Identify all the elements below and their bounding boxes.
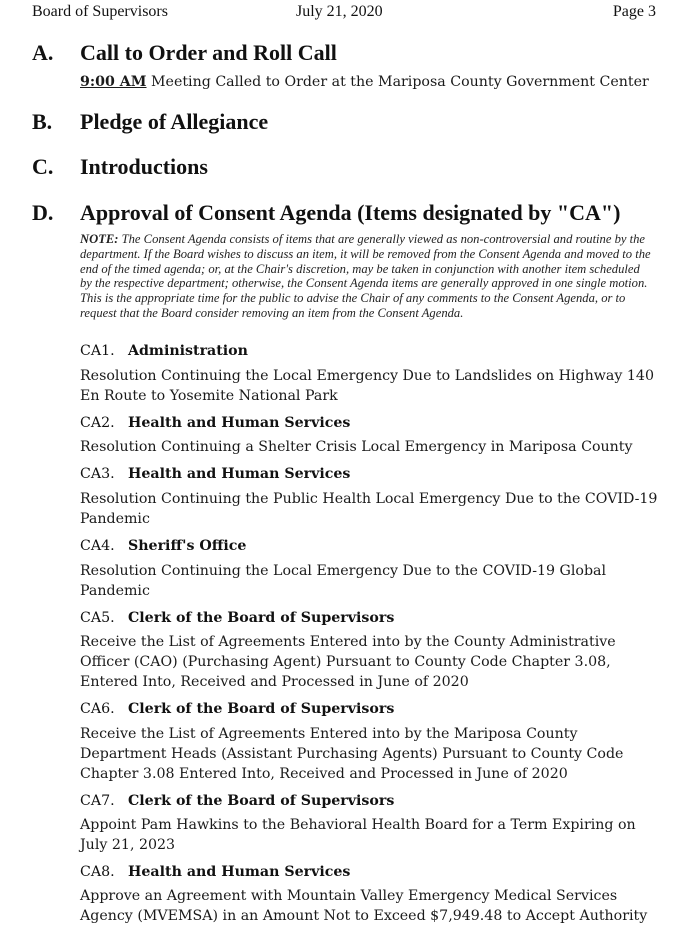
item-code: CA8. [80,864,115,880]
header-page-number: Page 3 [612,3,656,20]
section-letter: C. [32,154,54,179]
note-label: NOTE: [80,232,119,246]
item-department: Administration [128,343,248,359]
agenda-item-ca7-description [80,815,665,855]
agenda-item-ca3-header [80,465,660,483]
item-department: Health and Human Services [128,864,351,880]
item-code: CA1. [80,343,115,359]
section-letter: B. [32,109,53,134]
item-code: CA4. [80,538,115,554]
description-line: Receive the List of Agreements Entered into by the Mariposa County [80,726,578,742]
item-code: CA2. [80,415,115,431]
agenda-item-ca4-description [80,561,665,601]
item-department: Clerk of the Board of Supervisors [128,793,395,809]
section-title: Approval of Consent Agenda (Items designated by "CA") [80,200,621,225]
header-board-name: Board of Supervisors [32,3,168,20]
description-line: En Route to Yosemite National Park [80,388,338,404]
section-title: Call to Order and Roll Call [80,40,337,65]
agenda-item-ca1-header [80,342,660,360]
agenda-item-ca8-description [80,886,665,926]
agenda-item-ca6-description [80,724,665,784]
description-line: Resolution Continuing the Local Emergency Due to the COVID-19 Global [80,563,607,579]
item-code: CA5. [80,610,115,626]
description-line: Pandemic [80,511,150,527]
section-letter: D. [32,200,54,225]
agenda-item-ca7-header [80,792,660,810]
description-line: Resolution Continuing a Shelter Crisis Local Emergency in Mariposa County [80,439,633,455]
item-department: Clerk of the Board of Supervisors [128,701,395,717]
section-title: Pledge of Allegiance [80,109,269,134]
agenda-item-ca5-description [80,632,665,692]
description-line: Approve an Agreement with Mountain Valley Emergency Medical Services [80,888,618,904]
note-text: The Consent Agenda consists of items that are generally viewed as non-controversial and routine by the department. If the Board wishes to discuss an item, it will be removed from the Consent Agenda and moved to the end of the timed agenda; or, at the Chair's discretion, may be taken in conjunction with another item scheduled by the respective department; otherwise, the Consent Agenda items are generally approved in one single motion. This is the appropriate time for the public to advise the Chair of any comments to the Consent Agenda, or to request that the Board consider removing an item from the Consent Agenda. [80,232,651,320]
agenda-item-ca1-description [80,366,665,406]
call-to-order-text: Meeting Called to Order at the Mariposa County Government Center [146,74,649,90]
agenda-item-ca2-description [80,437,665,457]
agenda-item-ca2-header [80,414,660,432]
description-line: Chapter 3.08 Entered Into, Received and Processed in June of 2020 [80,766,568,782]
item-code: CA3. [80,466,115,482]
agenda-item-ca8-header [80,863,660,881]
call-to-order-line [80,72,660,92]
meeting-time: 9:00 AM [80,74,147,90]
description-line: Department Heads (Assistant Purchasing Agents) Pursuant to County Code [80,746,624,762]
item-department: Health and Human Services [128,415,351,431]
consent-agenda-note [80,232,652,321]
section-title: Introductions [80,154,208,179]
description-line: Entered Into, Received and Processed in June of 2020 [80,674,469,690]
description-line: Receive the List of Agreements Entered into by the County Administrative [80,634,616,650]
item-code: CA7. [80,793,115,809]
agenda-item-ca6-header [80,700,660,718]
item-department: Sheriff's Office [128,538,247,554]
agenda-item-ca3-description [80,489,665,529]
agenda-item-ca4-header [80,537,660,555]
description-line: Appoint Pam Hawkins to the Behavioral Health Board for a Term Expiring on [80,817,636,833]
description-line: July 21, 2023 [80,837,176,853]
section-letter: A. [32,40,54,65]
description-line: Resolution Continuing the Public Health Local Emergency Due to the COVID-19 [80,491,658,507]
description-line: Pandemic [80,583,150,599]
header-date: July 21, 2020 [296,3,383,20]
description-line: Officer (CAO) (Purchasing Agent) Pursuant to County Code Chapter 3.08, [80,654,611,670]
item-code: CA6. [80,701,115,717]
description-line: Agency (MVEMSA) in an Amount Not to Exceed $7,949.48 to Accept Authority [80,908,648,924]
agenda-item-ca5-header [80,609,660,627]
description-line: Resolution Continuing the Local Emergency Due to Landslides on Highway 140 [80,368,654,384]
item-department: Health and Human Services [128,466,351,482]
item-department: Clerk of the Board of Supervisors [128,610,395,626]
